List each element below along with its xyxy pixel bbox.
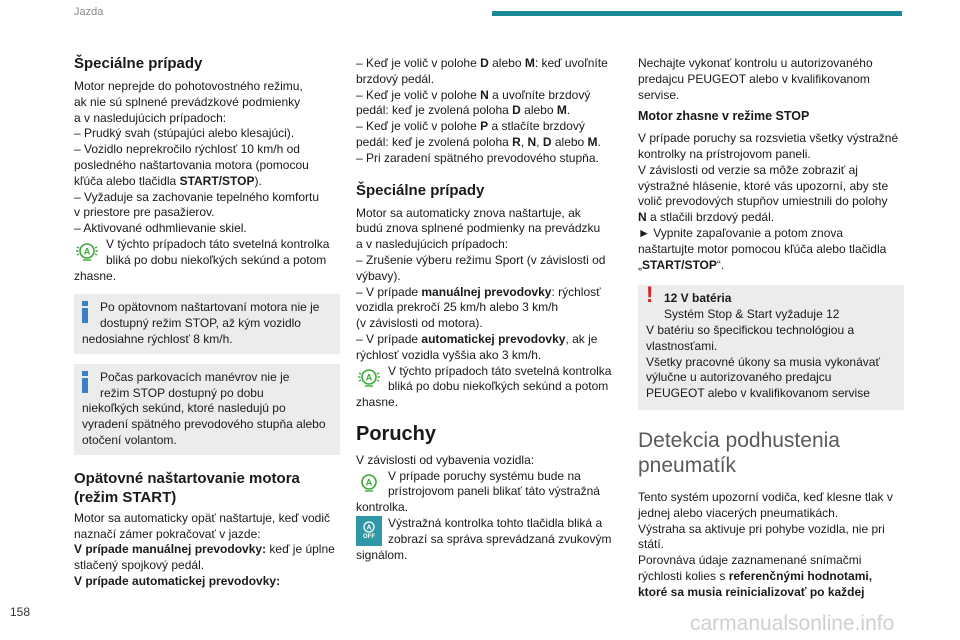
icon-paragraph: [356, 516, 622, 563]
line: Nechajte vykonať kontrolu u autorizovaného: [638, 56, 873, 70]
line: vlastnosťami.: [646, 338, 718, 353]
line: prístrojovom paneli blikať táto výstražná: [388, 484, 600, 499]
line: (v závislosti od motora).: [356, 316, 483, 331]
text: keď je úplne: [266, 542, 335, 557]
text: kľúča alebo tlačidla: [74, 173, 180, 188]
chapter-heading: [638, 428, 904, 478]
line: – Vyžaduje sa zachovanie tepelného komfortu: [74, 189, 320, 204]
line: státí.: [638, 537, 665, 552]
text: ).: [254, 173, 262, 188]
line: ak nie sú splnené prevádzkové podmienky: [74, 94, 301, 109]
info-note: [74, 364, 340, 455]
paragraph: [356, 56, 622, 167]
line: [74, 174, 340, 190]
svg-text:A: A: [365, 477, 373, 488]
line: – Keď je volič v polohe P a stlačíte brzdový: [356, 119, 585, 134]
line: kontrolka.: [356, 500, 409, 515]
line: stlačený spojkový pedál.: [74, 558, 205, 573]
line: rýchlosti kolies s referenčnými hodnotami,: [638, 568, 873, 583]
line: výbavy).: [356, 268, 401, 283]
line: zhasne.: [74, 268, 117, 283]
running-header: Jazda: [74, 6, 104, 18]
stop-start-fault-icon: [356, 469, 382, 495]
heading-line: (režim START): [74, 488, 177, 506]
stop-start-indicator-icon: [74, 238, 100, 264]
line: signálom.: [356, 547, 408, 562]
line: servise.: [638, 87, 680, 102]
line: Po opätovnom naštartovaní motora nie je: [100, 300, 320, 315]
line: Systém Stop & Start vyžaduje 12: [664, 307, 840, 322]
line: [74, 542, 340, 558]
line: – Keď je volič v polohe D alebo M: keď uvoľníte: [356, 56, 608, 70]
column-2: [356, 56, 622, 563]
line: jednej alebo viacerých pneumatikách.: [638, 505, 839, 520]
line: zobrazí sa správa sprevádzaná zvukovým: [388, 531, 612, 546]
icon-paragraph: [356, 469, 622, 516]
line: v priestore pre pasažierov.: [74, 205, 215, 220]
paragraph: [638, 56, 904, 103]
line: vozidla prekročí 25 km/h alebo 3 km/h: [356, 300, 559, 315]
line: a v nasledujúcich prípadoch:: [74, 110, 227, 125]
paragraph: [74, 511, 340, 590]
line: naznačí zámer pokračovať v jazde:: [74, 526, 261, 541]
warning-note: [638, 282, 904, 410]
line: budú znova splnené podmienky na prevádzku: [356, 221, 601, 236]
line: – V prípade manuálnej prevodovky: rýchlosť: [356, 284, 601, 299]
line: pedál: keď je zvolená poloha R, N, D alebo M.: [356, 134, 601, 149]
line-bold: V prípade automatickej prevodovky:: [74, 573, 281, 588]
info-icon: [82, 301, 88, 323]
line: Motor neprejde do pohotovostného režimu,: [74, 79, 303, 93]
line: predajcu PEUGEOT alebo v kvalifikovanom: [638, 71, 870, 86]
line: – Vozidlo neprekročilo rýchlosť 10 km/h od: [74, 142, 300, 157]
line: PEUGEOT alebo v kvalifikovanom servise: [646, 386, 870, 401]
line: režim STOP dostupný po dobu: [100, 385, 264, 400]
text-bold: V prípade manuálnej prevodovky:: [74, 542, 267, 557]
line: N a stlačili brzdový pedál.: [638, 210, 775, 225]
section-heading: [74, 469, 340, 507]
line: otočení volantom.: [82, 432, 177, 447]
line: výstražné hlásenie, ktoré vás upozorní, aby ste: [638, 178, 889, 193]
heading-line: pneumatík: [638, 453, 737, 477]
line: výlučne u autorizovaného predajcu: [646, 370, 832, 385]
line: nedosiahne rýchlosť 8 km/h.: [82, 331, 233, 346]
line: zhasne.: [356, 395, 399, 410]
line: – Keď je volič v polohe N a uvoľníte brzdový: [356, 87, 591, 102]
line: bliká po dobu niekoľkých sekúnd a potom: [106, 252, 327, 267]
line: pedál: keď je zvolená poloha D alebo M.: [356, 103, 571, 118]
paragraph: [638, 490, 904, 601]
page-number: 158: [10, 605, 31, 619]
line: niekoľkých sekúnd, ktoré nasledujú po: [82, 401, 286, 416]
text-bold: START/STOP: [179, 173, 255, 188]
line: V závislosti od verzie sa môže zobraziť aj: [638, 162, 858, 177]
warning-title: 12 V batéria: [664, 291, 732, 306]
heading-line: Detekcia podhustenia: [638, 428, 840, 452]
line: – Pri zaradení spätného prevodového stupňa.: [356, 150, 599, 165]
info-note: [74, 294, 340, 353]
svg-text:A: A: [83, 246, 91, 257]
line: – Prudký svah (stúpajúci alebo klesajúci).: [74, 126, 295, 141]
line: posledného naštartovania motora (pomocou: [74, 157, 309, 172]
section-heading: Špeciálne prípady: [74, 55, 203, 72]
subsection-heading: Motor zhasne v režime STOP: [638, 109, 810, 124]
line: V týchto prípadoch táto svetelná kontrolka: [388, 363, 612, 378]
section-heading: Špeciálne prípady: [356, 181, 485, 199]
watermark: carmanualsonline.info: [690, 612, 895, 635]
svg-text:A: A: [365, 372, 373, 383]
svg-text:A: A: [366, 525, 372, 533]
column-1: [74, 54, 340, 590]
line: – V prípade automatickej prevodovky, ak je: [356, 331, 598, 346]
line: Motor sa automaticky znova naštartuje, ak: [356, 205, 581, 220]
paragraph: [356, 206, 622, 364]
header-accent-bar: [492, 11, 902, 16]
line: Výstraha sa aktivuje pri pohybe vozidla, nie pri: [638, 521, 885, 536]
line: Všetky pracovné úkony sa musia vykonávať: [646, 354, 880, 369]
line: volič prevodových stupňov umiestnili do polohy: [638, 194, 888, 209]
line: V týchto prípadoch táto svetelná kontrolka: [106, 236, 330, 251]
column-3: [638, 56, 904, 601]
line: V prípade poruchy systému bude na: [388, 468, 581, 483]
stop-start-indicator-icon: [356, 364, 382, 390]
line: kontrolky na prístrojovom paneli.: [638, 146, 811, 161]
line: „START/STOP“.: [638, 257, 725, 272]
line: – Aktivované odhmlievanie skiel.: [74, 221, 247, 236]
line: V batériu so špecifickou technológiou a: [646, 322, 855, 337]
paragraph: [638, 131, 904, 273]
chapter-heading: Poruchy: [356, 422, 437, 445]
line: a v nasledujúcich prípadoch:: [356, 237, 509, 252]
heading-line: Opätovné naštartovanie motora: [74, 469, 300, 487]
warning-icon: !: [646, 282, 654, 308]
off-label: OFF: [363, 534, 375, 541]
line: rýchlosť vozidla vyššia ako 3 km/h.: [356, 347, 542, 362]
line: Tento systém upozorní vodiča, keď klesne tlak v: [638, 489, 893, 504]
info-icon: [82, 371, 88, 393]
stop-start-off-button-icon: [356, 516, 382, 546]
line: ► Vypnite zapaľovanie a potom znova: [638, 225, 844, 240]
line: vyradení spätného prevodového stupňa alebo: [82, 417, 326, 432]
line: V závislosti od vybavenia vozidla:: [356, 452, 535, 467]
line: Výstražná kontrolka tohto tlačidla bliká a: [388, 515, 603, 530]
line: naštartujte motor pomocou kľúča alebo tlačidla: [638, 241, 887, 256]
line: V prípade poruchy sa rozsvietia všetky výstražné: [638, 131, 899, 146]
line: dostupný režim STOP, až kým vozidlo: [100, 316, 301, 331]
line-bold: ktoré sa musia reinicializovať po každej: [638, 584, 865, 599]
line: Počas parkovacích manévrov nie je: [100, 369, 290, 384]
line: – Zrušenie výberu režimu Sport (v závislosti od: [356, 252, 606, 267]
paragraph: [74, 79, 340, 237]
line: Motor sa automaticky opäť naštartuje, keď vodič: [74, 510, 330, 525]
line: bliká po dobu niekoľkých sekúnd a potom: [388, 379, 609, 394]
line: Porovnáva údaje zaznamenané snímačmi: [638, 553, 862, 568]
icon-paragraph: [74, 237, 340, 284]
line: brzdový pedál.: [356, 71, 435, 86]
icon-paragraph: [356, 364, 622, 411]
